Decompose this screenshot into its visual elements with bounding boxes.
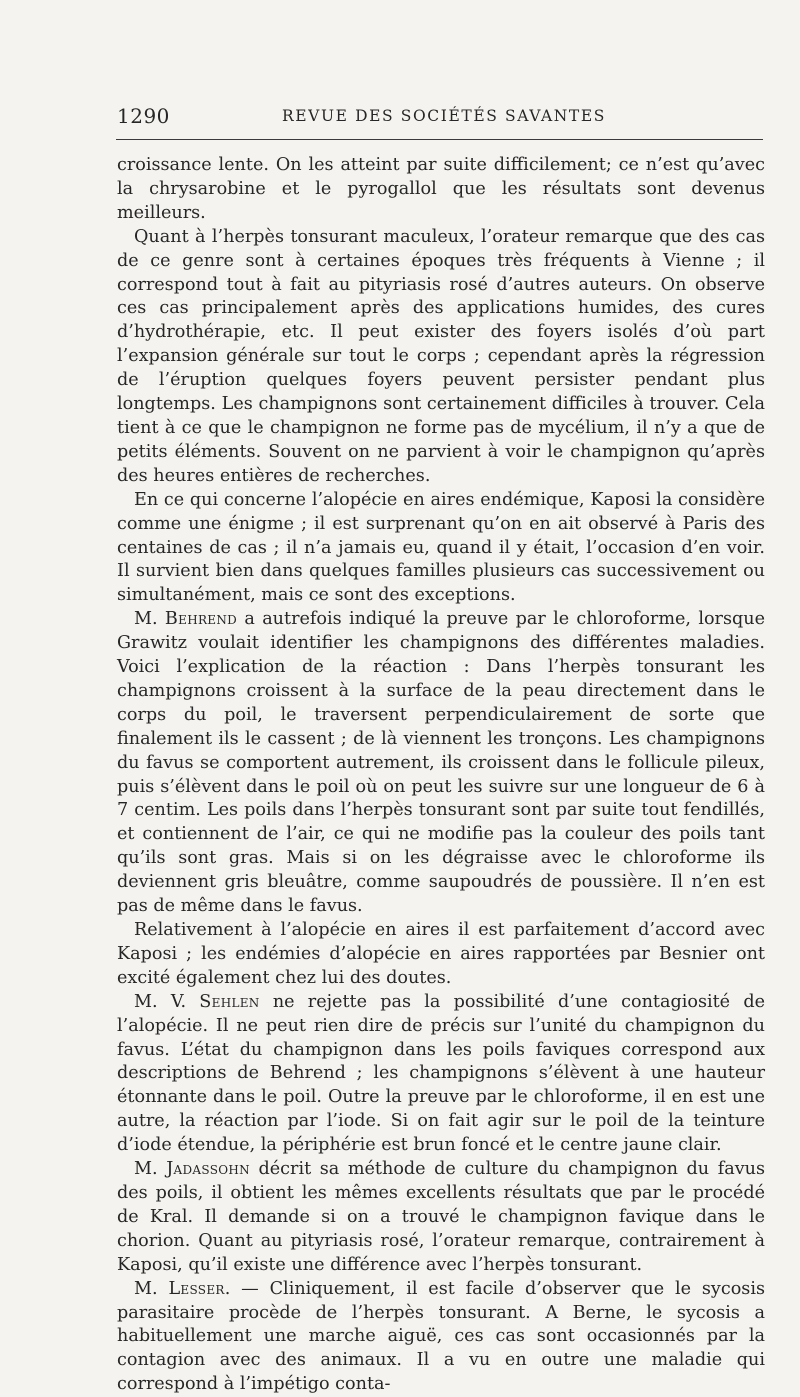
body-text bbox=[117, 154, 765, 1397]
paragraph-text: croissance lente. On les atteint par suite difficilement; ce n’est qu’avec la chrysarobine et le pyrogallol que les résultats sont devenus meilleurs. bbox=[117, 155, 765, 223]
header-rule bbox=[116, 139, 763, 140]
speaker-prefix: M. V. bbox=[134, 991, 200, 1012]
paragraph-text: . — Cliniquement, il est facile d’observer que le sycosis parasitaire procède de l’herpès tonsurant. A Berne, le sycosis a habituellement une marche aiguë, ces cas sont occasionnés par la contagion avec des animaux. Il a vu en outre une maladie qui correspond à l’impétigo conta- bbox=[117, 1278, 765, 1395]
paragraph-alopecie-kaposi bbox=[117, 919, 765, 991]
paragraph-behrend bbox=[117, 608, 765, 919]
paragraph-continuation bbox=[117, 154, 765, 226]
speaker-name: Lesser bbox=[168, 1278, 225, 1299]
paragraph-text: Quant à l’herpès tonsurant maculeux, l’orateur remarque que des cas de ce genre sont à certaines époques très fréquents à Vienne ; il correspond tout à fait au pityriasis rosé d’autres auteurs. On observe ces cas principalement après des applications humides, des cures d’hydrothérapie, etc. Il peut exister des foyers isolés d’où part l’expansion générale sur tout le corps ; cependant après la régression de l’éruption quelques foyers peuvent persister pendant plus longtemps. Les champignons sont certainement difficiles à trouver. Cela tient à ce que le champignon ne forme pas de mycélium, il n’y a que de petits éléments. Souvent on ne parvient à voir le champignon qu’après des heures entières de recherches. bbox=[117, 226, 765, 486]
paragraph-text: En ce qui concerne l’alopécie en aires endémique, Kaposi la considère comme une énigme ; il est surprenant qu’on en ait observé à Paris des centaines de cas ; il n’a jamais eu, quand il y était, l’occasion d’en voir. Il survient bien dans quelques familles plusieurs cas successivement ou simultanément, mais ce sont des exceptions. bbox=[117, 489, 765, 606]
paragraph-text: ne rejette pas la possibilité d’une contagiosité de l’alopécie. Il ne peut rien dire de précis sur l’unité du champignon du favus. L’état du champignon dans les poils faviques correspond aux descriptions de Behrend ; les champignons s’élèvent à une hauteur étonnante dans le poil. Outre la preuve par le chloroforme, il en est une autre, la réaction par l’iode. Si on fait agir sur le poil de la teinture d’iode étendue, la périphérie est brun foncé et le centre jaune clair. bbox=[117, 991, 765, 1156]
speaker-prefix: M. bbox=[134, 609, 165, 630]
paragraph-sehlen bbox=[117, 991, 765, 1158]
paragraph-herpes-tonsurant bbox=[117, 226, 765, 489]
page-number: 1290 bbox=[117, 104, 170, 128]
paragraph-lesser bbox=[117, 1278, 765, 1397]
speaker-name: Jadassohn bbox=[166, 1159, 250, 1180]
paragraph-text: Relativement à l’alopécie en aires il est parfaitement d’accord avec Kaposi ; les endémies d’alopécie en aires rapportées par Besnier ont excité également chez lui des doutes. bbox=[117, 920, 765, 988]
speaker-name: Behrend bbox=[164, 609, 238, 630]
speaker-name: Sehlen bbox=[199, 991, 260, 1012]
paragraph-text: décrit sa méthode de culture du champignon du favus des poils, il obtient les mêmes excellents résultats que par le procédé de Kral. Il demande si on a trouvé le champignon favique dans le chorion. Quant au pityriasis rosé, l’orateur remarque, contrairement à Kaposi, qu’il existe une différence avec l’herpès tonsurant. bbox=[117, 1159, 765, 1275]
paragraph-jadassohn bbox=[117, 1158, 765, 1278]
running-title: REVUE DES SOCIÉTÉS SAVANTES bbox=[282, 107, 607, 125]
speaker-prefix: M. bbox=[134, 1159, 167, 1180]
paragraph-text: a autrefois indiqué la preuve par le chloroforme, lorsque Grawitz voulait identifier les champignons des différentes maladies. Voici l’explication de la réaction : Dans l’herpès tonsurant les champignons croissent à la surface de la peau directement dans le corps du poil, le traversent perpendiculairement de sorte que finalement ils le cassent ; de là viennent les tronçons. Les champignons du favus se comportent autrement, ils croissent dans le follicule pileux, puis s’élèvent dans le poil où on peut les suivre sur une longueur de 6 à 7 centim. Les poils dans l’herpès tonsurant sont par suite tout fendillés, et contiennent de l’air, ce qui ne modifie pas la couleur des poils tant qu’ils sont gras. Mais si on les dégraisse avec le chloroforme ils deviennent gris bleuâtre, comme saupoudrés de poussière. Il n’en est pas de même dans le favus. bbox=[117, 609, 765, 917]
page-header bbox=[117, 100, 767, 132]
paragraph-alopecie bbox=[117, 489, 765, 609]
speaker-prefix: M. bbox=[134, 1278, 169, 1299]
